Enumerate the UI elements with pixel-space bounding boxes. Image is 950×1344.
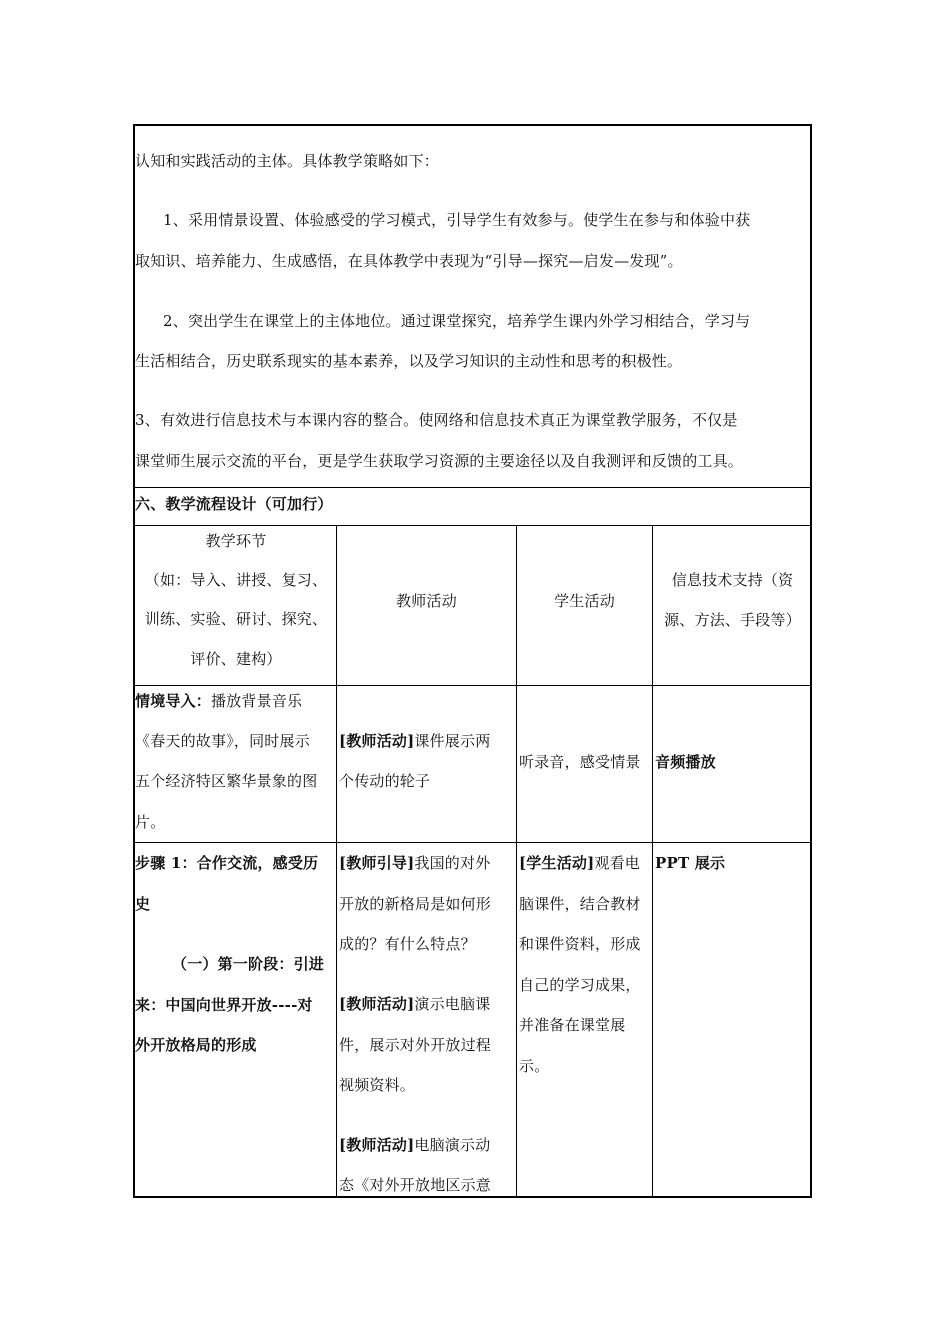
row2-col2-block2-line3: 视频资料。 (339, 1076, 416, 1094)
row2-col1-line4: 来：中国向世界开放----对 (135, 996, 313, 1014)
header-col4-line1: 信息技术支持（资 (671, 571, 794, 589)
header-col1-line3: 训练、实验、研讨、探究、 (144, 610, 328, 628)
row1-col2-line1 (339, 731, 490, 751)
row1-col2-text1: 课件展示两 (414, 732, 491, 750)
row1-tech-support: 音频播放 (655, 753, 716, 771)
rule-row1-bottom (133, 842, 812, 843)
strategy-item2-line1: 2、突出学生在课堂上的主体地位。通过课堂探究，培养学生课内外学习相结合，学习与 (163, 312, 751, 330)
rule-header-bottom (133, 685, 812, 686)
strategy-intro: 认知和实践活动的主体。具体教学策略如下： (135, 152, 440, 170)
strategy-item1-line1: 1、采用情景设置、体验感受的学习模式，引导学生有效参与。使学生在参与和体验中获 (163, 211, 751, 229)
row2-col3-line5: 并准备在课堂展 (519, 1016, 626, 1034)
col-divider-1 (336, 525, 337, 1198)
rule-section (133, 487, 812, 488)
row2-col1-line1: 步骤 1：合作交流，感受历 (135, 854, 319, 872)
row2-col2-block1-line2: 开放的新格局是如何形 (339, 895, 492, 913)
row1-col1-line4: 片。 (135, 813, 166, 831)
row2-col2-block3-line2: 态《对外开放地区示意 (339, 1176, 492, 1194)
row2-col2-block1-line3: 成的？有什么特点？ (339, 935, 476, 953)
row2-col3-line4: 自己的学习成果， (519, 976, 641, 994)
strategy-item2-line2: 生活相结合，历史联系现实的基本素养，以及学习知识的主动性和思考的积极性。 (135, 352, 683, 370)
row2-col2-tag2: [教师活动] (339, 995, 415, 1013)
row2-col2-block1-line1 (339, 853, 490, 873)
strategy-item3-line2: 课堂师生展示交流的平台，更是学生获取学习资源的主要途径以及自我测评和反馈的工具。 (135, 452, 744, 470)
row2-col3-tag: [学生活动] (519, 854, 595, 872)
row2-col2-block3-text1: 电脑演示动 (414, 1136, 491, 1154)
header-col4-line2: 源、方法、手段等） (664, 611, 801, 629)
header-student-activity: 学生活动 (554, 592, 615, 610)
row2-col2-block2-line1 (339, 994, 490, 1014)
strategy-item1-line2: 取知识、培养能力、生成感悟，在具体教学中表现为“引导—探究—启发—发现”。 (135, 252, 683, 270)
row2-col3-line6: 示。 (519, 1057, 550, 1075)
row2-col1-line3: （一）第一阶段：引进 (172, 955, 325, 973)
row2-col2-block1-text1: 我国的对外 (414, 854, 491, 872)
strategy-item3-line1: 3、有效进行信息技术与本课内容的整合。使网络和信息技术真正为课堂教学服务，不仅是 (135, 411, 738, 429)
header-col1-line1: 教学环节 (205, 532, 267, 550)
row2-col2-block3-line1 (339, 1135, 490, 1155)
col-divider-2 (516, 525, 517, 1198)
row2-col2-tag1: [教师引导] (339, 854, 415, 872)
row2-tech-support: PPT 展示 (655, 854, 726, 872)
row1-student-activity: 听录音，感受情景 (519, 753, 641, 771)
header-teacher-activity: 教师活动 (396, 592, 457, 610)
row1-col1-line3: 五个经济特区繁华景象的图 (135, 772, 318, 790)
row1-col2-line2: 个传动的轮子 (339, 772, 431, 790)
row2-col2-block2-line2: 件，展示对外开放过程 (339, 1036, 492, 1054)
row2-col3-line3: 和课件资料，形成 (519, 935, 641, 953)
row2-col1-line5: 外开放格局的形成 (135, 1036, 257, 1054)
row1-col2-tag: [教师活动] (339, 732, 415, 750)
header-col1-line4: 评价、建构） (190, 650, 282, 668)
row1-col1-line1 (135, 691, 302, 711)
row2-col3-line1 (519, 853, 640, 873)
row2-col3-line2: 脑课件，结合教材 (519, 895, 641, 913)
row1-col1-line2: 《春天的故事》，同时展示 (135, 732, 310, 750)
row1-col1-label: 情境导入： (135, 692, 212, 710)
header-col1-line2: （如：导入、讲授、复习、 (144, 571, 328, 589)
row1-col1-text1: 播放背景音乐 (211, 692, 303, 710)
row2-col3-text1: 观看电 (594, 854, 641, 872)
rule-header-top (133, 525, 812, 526)
row2-col2-block2-text1: 演示电脑课 (414, 995, 491, 1013)
row2-col1-line2: 史 (135, 895, 151, 913)
section-title: 六、教学流程设计（可加行） (135, 495, 333, 513)
row2-col2-tag3: [教师活动] (339, 1136, 415, 1154)
